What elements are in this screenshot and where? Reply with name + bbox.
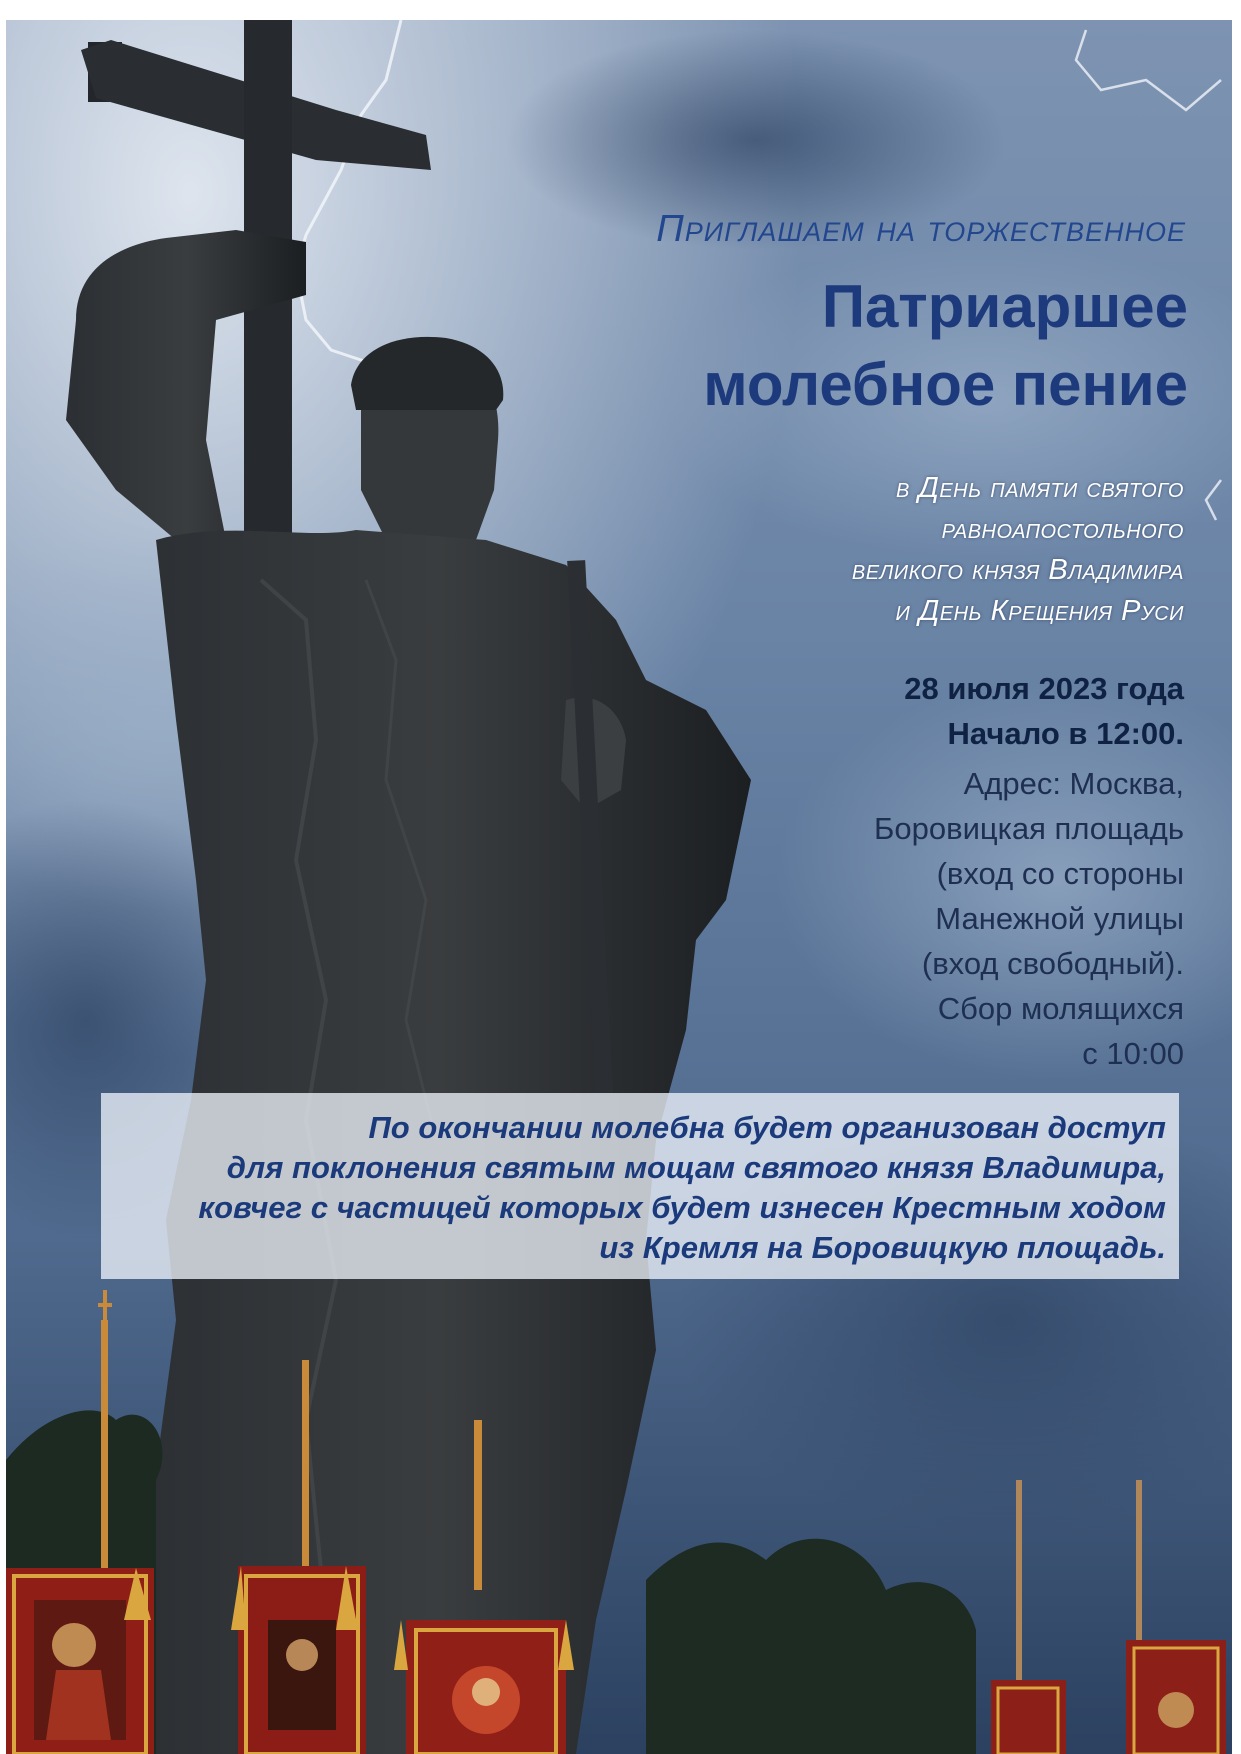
address-line: Боровицкая площадь: [874, 811, 1184, 846]
occasion-line: великого князя Владимира: [851, 554, 1184, 586]
note-line: ковчег с частицей которых будет изнесен Крестным ходом: [198, 1190, 1166, 1225]
address-line: (вход свободный).: [921, 946, 1184, 981]
relics-note: [106, 1108, 1166, 1268]
note-line: из Кремля на Боровицкую площадь.: [599, 1230, 1166, 1265]
invitation-line: Приглашаем на торжественное: [656, 208, 1186, 250]
address-line: Сбор молящихся: [937, 991, 1184, 1026]
note-line: для поклонения святым мощам святого князя Владимира,: [226, 1150, 1166, 1185]
note-line: По окончании молебна будет организован доступ: [368, 1110, 1166, 1145]
occasion-line: равноапостольного: [941, 513, 1184, 545]
date-block: [606, 666, 1184, 756]
address-block: [566, 761, 1184, 1076]
occasion-line: и День Крещения Руси: [895, 595, 1184, 627]
poster: [6, 20, 1232, 1754]
address-line: Адрес: Москва,: [963, 766, 1184, 801]
start-time: Начало в 12:00.: [947, 716, 1184, 751]
address-line: с 10:00: [1082, 1036, 1184, 1071]
title-line: молебное пение: [703, 351, 1188, 418]
occasion: [566, 468, 1184, 632]
address-line: Манежной улицы: [935, 901, 1184, 936]
event-title: [366, 268, 1188, 424]
title-line: Патриаршее: [821, 273, 1188, 340]
occasion-line: в День памяти святого: [896, 472, 1184, 504]
address-line: (вход со стороны: [936, 856, 1184, 891]
event-date: 28 июля 2023 года: [904, 671, 1184, 706]
